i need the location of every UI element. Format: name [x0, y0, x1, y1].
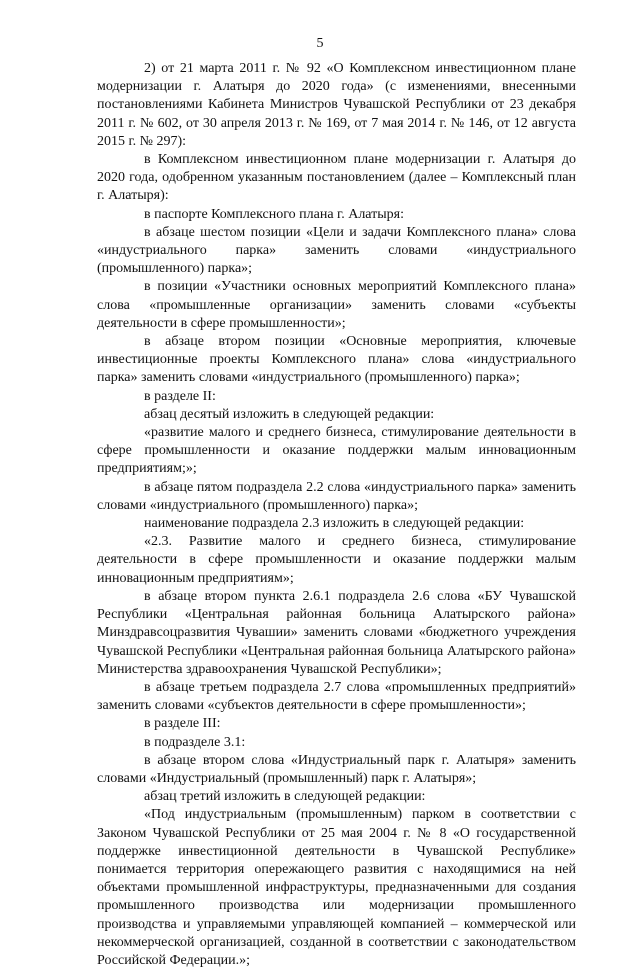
paragraph: в разделе III: [144, 716, 221, 732]
paragraph: абзац третий изложить в следующей редакции: [144, 789, 426, 805]
document-body [97, 60, 576, 970]
paragraph: в разделе II: [144, 388, 216, 404]
paragraph: в подразделе 3.1: [144, 734, 246, 750]
paragraph: в Комплексном инвестиционном плане модернизации г. Алатыря до 2020 года, одобренном указанным постановлением (далее – Комплексный план г. Алатыря): [97, 152, 576, 204]
paragraph: «Под индустриальным (промышленным) парком в соответствии с Законом Чувашской Республики от 25 мая 2004 г. № 8 «О государственной поддержке инвестиционной деятельности в Чувашской Республике» понимается территория опережающего развития с находящимися на ней объектами промышленной инфраструктуры, предназначенными для создания промышленного производства или модернизации промышленного производства и управляемыми управляющей компанией – коммерческой или некоммерческой организацией, созданной в соответствии с законодательством Российской Федерации.»; [97, 807, 576, 968]
paragraph: в паспорте Комплексного плана г. Алатыря: [144, 206, 405, 222]
paragraph: «2.3. Развитие малого и среднего бизнеса, стимулирование деятельности в сфере промышленности и оказание поддержки малым инновационным предприятиям»; [97, 534, 576, 586]
paragraph: в абзаце третьем подраздела 2.7 слова «промышленных предприятий» заменить словами «субъектов деятельности в сфере промышленности»; [97, 679, 576, 714]
paragraph: абзац десятый изложить в следующей редакции: [144, 406, 435, 422]
page-number: 5 [316, 36, 324, 51]
paragraph: в абзаце втором слова «Индустриальный парк г. Алатыря» заменить словами «Индустриальный (промышленный) парк г. Алатыря»; [97, 752, 576, 786]
paragraph: в позиции «Участники основных мероприятий Комплексного плана» слова «промышленные организации» заменить словами «субъекты деятельности в сфере промышленности»; [97, 279, 576, 331]
paragraph: в абзаце шестом позиции «Цели и задачи Комплексного плана» слова «индустриального парка» заменить словами «индустриального (промышленного) парка»; [97, 224, 576, 277]
paragraph: в абзаце пятом подраздела 2.2 слова «индустриального парка» заменить словами «индустриального (промышленного) парка»; [97, 479, 576, 513]
paragraph: 2) от 21 марта 2011 г. № 92 «О Комплексном инвестиционном плане модернизации г. Алатыря до 2020 года» (с изменениями, внесенными постановлениями Кабинета Министров Чувашской Республики от 23 декабря 2011 г. № 602, от 30 апреля 2013 г. № 169, от 7 мая 2014 г. № 146, от 12 августа 2015 г. № 297): [97, 61, 576, 149]
paragraph: «развитие малого и среднего бизнеса, стимулирование деятельности в сфере промышленности и оказание поддержки малым инновационным предприятиям;»; [97, 425, 576, 477]
paragraph: в абзаце втором пункта 2.6.1 подраздела 2.6 слова «БУ Чувашской Республики «Центральная районная больница Алатырского района» Минздравсоцразвития Чувашии» заменить словами «бюджетного учреждения Чувашской Республики «Центральная районная больница Алатырского района» Министерства здравоохранения Чувашской Республики»; [97, 588, 576, 677]
paragraph: в абзаце втором позиции «Основные мероприятия, ключевые инвестиционные проекты Комплексного плана» слова «индустриального парка» заменить словами «индустриального (промышленного) парка»; [97, 334, 576, 386]
paragraph: наименование подраздела 2.3 изложить в следующей редакции: [144, 516, 525, 532]
